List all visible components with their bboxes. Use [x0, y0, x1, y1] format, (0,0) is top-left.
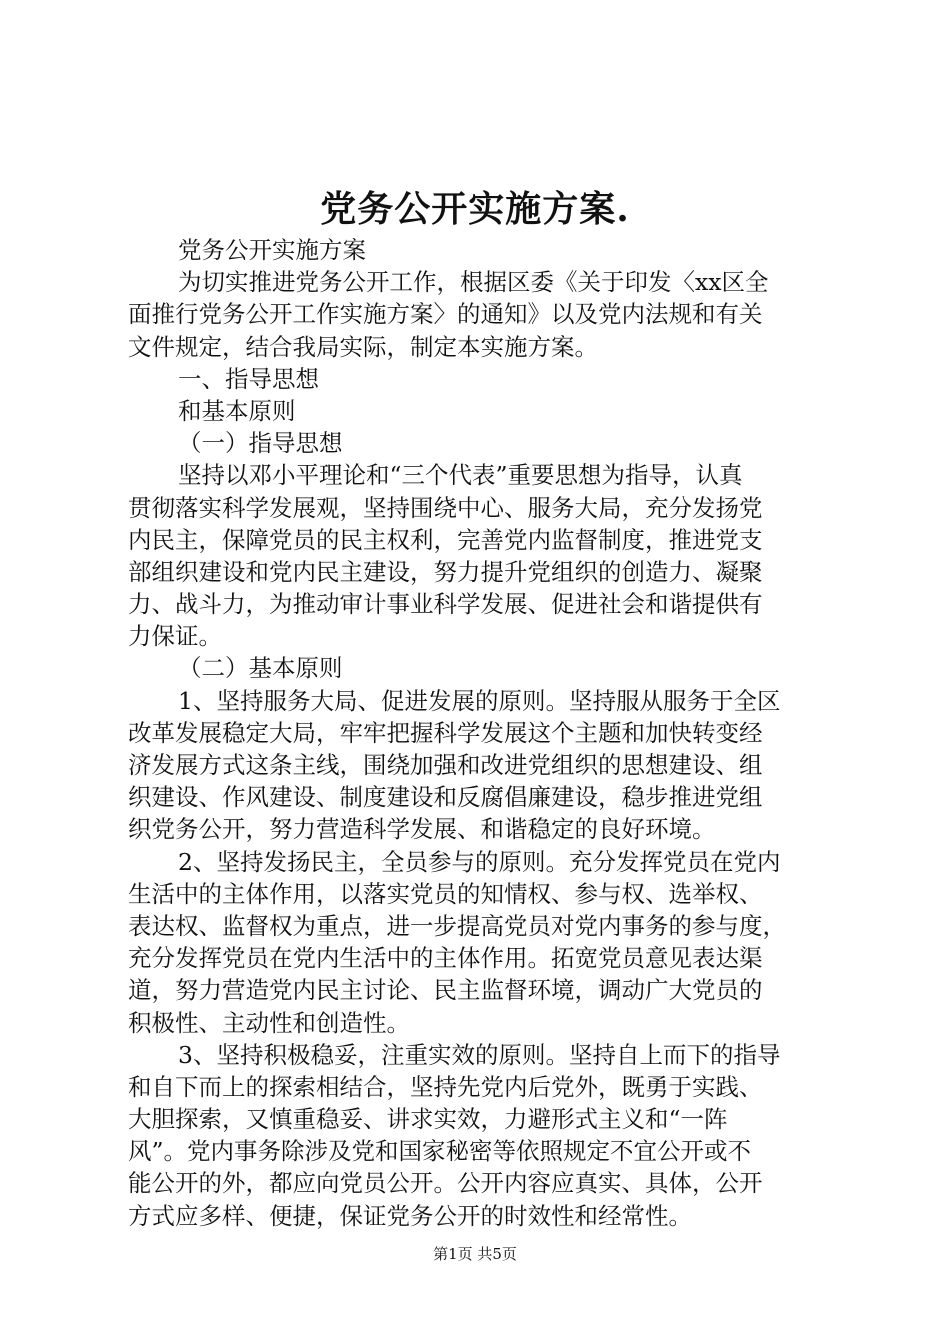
- body-line: 2、坚持发扬民主，全员参与的原则。充分发挥党员在党内: [178, 847, 781, 876]
- body-line: 方式应多样、便捷，保证党务公开的时效性和经常性。: [128, 1201, 692, 1230]
- body-line: （二）基本原则: [178, 654, 343, 683]
- body-line: 部组织建设和党内民主建设，努力提升党组织的创造力、凝聚: [128, 557, 763, 586]
- body-line: 面推行党务公开工作实施方案〉的通知》以及党内法规和有关: [128, 300, 763, 329]
- document-title: 党务公开实施方案.: [320, 188, 630, 230]
- body-line: 和基本原则: [178, 396, 296, 425]
- body-line: 织党务公开，努力营造科学发展、和谐稳定的良好环境。: [128, 815, 716, 844]
- body-line: 一、指导思想: [178, 364, 319, 393]
- body-line: 改革发展稳定大局，牢牢把握科学发展这个主题和加快转变经: [128, 718, 763, 747]
- body-line: 充分发挥党员在党内生活中的主体作用。拓宽党员意见表达渠: [128, 944, 763, 973]
- body-line: 织建设、作风建设、制度建设和反腐倡廉建设，稳步推进党组: [128, 783, 763, 812]
- body-line: 表达权、监督权为重点，进一步提高党员对党内事务的参与度，: [128, 911, 786, 940]
- body-line: （一）指导思想: [178, 429, 343, 458]
- body-line: 1、坚持服务大局、促进发展的原则。坚持服从服务于全区: [178, 686, 781, 715]
- body-line: 力保证。: [128, 622, 222, 651]
- body-line: 风”。党内事务除涉及党和国家秘密等依照规定不宜公开或不: [128, 1137, 752, 1166]
- document-body: [128, 234, 828, 1232]
- body-line: 为切实推进党务公开工作，根据区委《关于印发〈xx区全: [178, 268, 769, 297]
- body-line: 内民主，保障党员的民主权利，完善党内监督制度，推进党支: [128, 525, 763, 554]
- body-line: 积极性、主动性和创造性。: [128, 1008, 410, 1037]
- body-line: 济发展方式这条主线，围绕加强和改进党组织的思想建设、组: [128, 751, 763, 779]
- body-line: 坚持以邓小平理论和“三个代表”重要思想为指导，认真: [178, 461, 743, 490]
- page-footer: 第1页 共5页: [433, 1245, 517, 1263]
- body-line: 大胆探索，又慎重稳妥、讲求实效，力避形式主义和“一阵: [128, 1105, 728, 1134]
- body-line: 3、坚持积极稳妥，注重实效的原则。坚持自上而下的指导: [178, 1040, 781, 1069]
- body-line: 生活中的主体作用，以落实党员的知情权、参与权、选举权、: [128, 879, 763, 908]
- body-line: 贯彻落实科学发展观，坚持围绕中心、服务大局，充分发扬党: [128, 493, 763, 522]
- body-line: 力、战斗力，为推动审计事业科学发展、促进社会和谐提供有: [128, 590, 763, 619]
- body-line: 和自下而上的探索相结合，坚持先党内后党外，既勇于实践、: [128, 1072, 763, 1101]
- body-line: 能公开的外，都应向党员公开。公开内容应真实、具体，公开: [128, 1169, 763, 1198]
- body-line: 党务公开实施方案: [178, 236, 366, 264]
- body-line: 文件规定，结合我局实际，制定本实施方案。: [128, 332, 598, 361]
- body-line: 道，努力营造党内民主讨论、民主监督环境，调动广大党员的: [128, 976, 763, 1005]
